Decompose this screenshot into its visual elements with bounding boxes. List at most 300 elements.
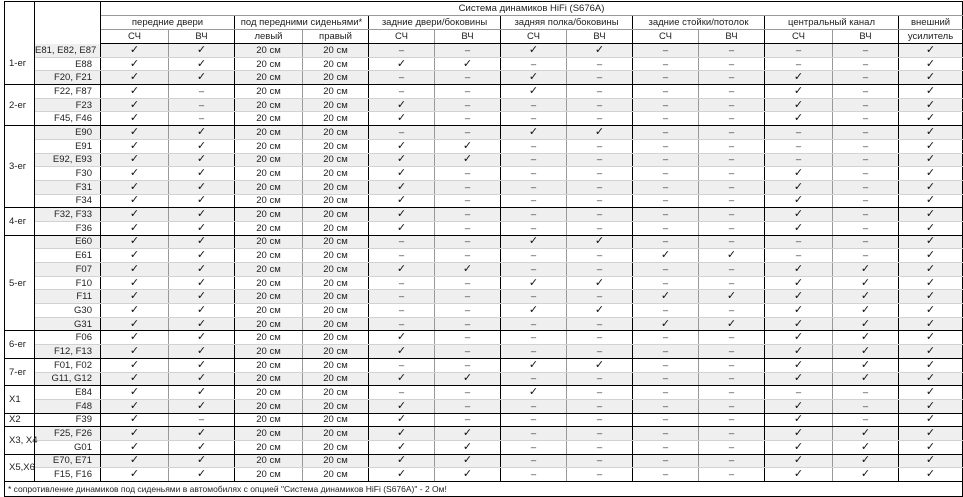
dash-mark: – bbox=[501, 221, 567, 235]
dash-mark: – bbox=[435, 208, 501, 222]
dash-mark: – bbox=[567, 249, 633, 263]
check-mark: ✓ bbox=[765, 372, 833, 386]
check-mark: ✓ bbox=[169, 386, 235, 400]
dash-mark: – bbox=[833, 413, 899, 427]
size-value: 20 см bbox=[235, 180, 303, 194]
dash-mark: – bbox=[633, 139, 699, 153]
series-label: 3-ег bbox=[5, 126, 35, 208]
size-value: 20 см bbox=[235, 317, 303, 331]
check-mark: ✓ bbox=[899, 304, 963, 318]
dash-mark: – bbox=[633, 167, 699, 181]
model-code: F34 bbox=[35, 194, 101, 208]
model-code: E84 bbox=[35, 386, 101, 400]
dash-mark: – bbox=[567, 180, 633, 194]
dash-mark: – bbox=[435, 345, 501, 359]
dash-mark: – bbox=[633, 126, 699, 140]
check-mark: ✓ bbox=[169, 249, 235, 263]
size-value: 20 см bbox=[303, 221, 369, 235]
header-row-groups bbox=[5, 16, 963, 30]
table-row bbox=[5, 153, 963, 167]
table-row bbox=[5, 98, 963, 112]
size-value: 20 см bbox=[235, 249, 303, 263]
check-mark: ✓ bbox=[169, 345, 235, 359]
table-row bbox=[5, 180, 963, 194]
dash-mark: – bbox=[833, 221, 899, 235]
dash-mark: – bbox=[435, 358, 501, 372]
check-mark: ✓ bbox=[765, 85, 833, 99]
model-code: E70, E71 bbox=[35, 454, 101, 468]
dash-mark: – bbox=[699, 331, 765, 345]
dash-mark: – bbox=[435, 44, 501, 58]
check-mark: ✓ bbox=[833, 454, 899, 468]
dash-mark: – bbox=[435, 235, 501, 249]
amp-header-line1: внешний bbox=[899, 16, 963, 30]
check-mark: ✓ bbox=[567, 276, 633, 290]
sub-header: ВЧ bbox=[833, 30, 899, 44]
amp-header-line2: усилитель bbox=[899, 30, 963, 44]
model-code: G11, G12 bbox=[35, 372, 101, 386]
size-value: 20 см bbox=[303, 71, 369, 85]
model-code: F45, F46 bbox=[35, 112, 101, 126]
series-label: X2 bbox=[5, 413, 35, 427]
check-mark: ✓ bbox=[567, 235, 633, 249]
size-value: 20 см bbox=[303, 290, 369, 304]
sub-header: левый bbox=[235, 30, 303, 44]
size-value: 20 см bbox=[235, 276, 303, 290]
check-mark: ✓ bbox=[101, 249, 169, 263]
check-mark: ✓ bbox=[101, 194, 169, 208]
table-row bbox=[5, 386, 963, 400]
check-mark: ✓ bbox=[833, 440, 899, 454]
dash-mark: – bbox=[501, 263, 567, 277]
check-mark: ✓ bbox=[101, 153, 169, 167]
check-mark: ✓ bbox=[169, 399, 235, 413]
model-code: F48 bbox=[35, 399, 101, 413]
size-value: 20 см bbox=[235, 139, 303, 153]
check-mark: ✓ bbox=[369, 112, 435, 126]
check-mark: ✓ bbox=[101, 167, 169, 181]
check-mark: ✓ bbox=[101, 331, 169, 345]
dash-mark: – bbox=[501, 98, 567, 112]
model-code: E90 bbox=[35, 126, 101, 140]
dash-mark: – bbox=[435, 249, 501, 263]
size-value: 20 см bbox=[235, 440, 303, 454]
model-code: F36 bbox=[35, 221, 101, 235]
check-mark: ✓ bbox=[169, 454, 235, 468]
model-code: E92, E93 bbox=[35, 153, 101, 167]
check-mark: ✓ bbox=[369, 194, 435, 208]
size-value: 20 см bbox=[303, 112, 369, 126]
dash-mark: – bbox=[699, 235, 765, 249]
dash-mark: – bbox=[567, 139, 633, 153]
dash-mark: – bbox=[567, 98, 633, 112]
check-mark: ✓ bbox=[101, 386, 169, 400]
dash-mark: – bbox=[765, 44, 833, 58]
check-mark: ✓ bbox=[899, 372, 963, 386]
dash-mark: – bbox=[369, 249, 435, 263]
dash-mark: – bbox=[567, 263, 633, 277]
table-row bbox=[5, 167, 963, 181]
check-mark: ✓ bbox=[833, 468, 899, 482]
dash-mark: – bbox=[633, 194, 699, 208]
size-value: 20 см bbox=[235, 468, 303, 482]
size-value: 20 см bbox=[235, 235, 303, 249]
table-row bbox=[5, 331, 963, 345]
check-mark: ✓ bbox=[101, 85, 169, 99]
check-mark: ✓ bbox=[899, 221, 963, 235]
size-value: 20 см bbox=[303, 427, 369, 441]
model-code: F06 bbox=[35, 331, 101, 345]
check-mark: ✓ bbox=[169, 167, 235, 181]
dash-mark: – bbox=[765, 249, 833, 263]
check-mark: ✓ bbox=[765, 221, 833, 235]
size-value: 20 см bbox=[303, 386, 369, 400]
dash-mark: – bbox=[633, 71, 699, 85]
size-value: 20 см bbox=[235, 221, 303, 235]
size-value: 20 см bbox=[235, 44, 303, 58]
dash-mark: – bbox=[501, 372, 567, 386]
check-mark: ✓ bbox=[567, 358, 633, 372]
check-mark: ✓ bbox=[369, 139, 435, 153]
check-mark: ✓ bbox=[369, 427, 435, 441]
dash-mark: – bbox=[501, 345, 567, 359]
dash-mark: – bbox=[699, 386, 765, 400]
size-value: 20 см bbox=[235, 263, 303, 277]
dash-mark: – bbox=[501, 194, 567, 208]
dash-mark: – bbox=[501, 331, 567, 345]
dash-mark: – bbox=[501, 112, 567, 126]
dash-mark: – bbox=[633, 468, 699, 482]
model-code: E60 bbox=[35, 235, 101, 249]
check-mark: ✓ bbox=[501, 235, 567, 249]
check-mark: ✓ bbox=[899, 180, 963, 194]
check-mark: ✓ bbox=[899, 454, 963, 468]
dash-mark: – bbox=[633, 372, 699, 386]
size-value: 20 см bbox=[303, 413, 369, 427]
dash-mark: – bbox=[435, 71, 501, 85]
check-mark: ✓ bbox=[169, 126, 235, 140]
dash-mark: – bbox=[633, 98, 699, 112]
dash-mark: – bbox=[567, 317, 633, 331]
table-row bbox=[5, 71, 963, 85]
size-value: 20 см bbox=[235, 85, 303, 99]
dash-mark: – bbox=[435, 167, 501, 181]
check-mark: ✓ bbox=[369, 468, 435, 482]
check-mark: ✓ bbox=[833, 290, 899, 304]
size-value: 20 см bbox=[235, 345, 303, 359]
dash-mark: – bbox=[435, 126, 501, 140]
dash-mark: – bbox=[699, 468, 765, 482]
check-mark: ✓ bbox=[369, 440, 435, 454]
model-code: E61 bbox=[35, 249, 101, 263]
size-value: 20 см bbox=[303, 194, 369, 208]
model-code: F23 bbox=[35, 98, 101, 112]
check-mark: ✓ bbox=[501, 276, 567, 290]
dash-mark: – bbox=[567, 454, 633, 468]
dash-mark: – bbox=[567, 427, 633, 441]
dash-mark: – bbox=[699, 399, 765, 413]
check-mark: ✓ bbox=[101, 358, 169, 372]
dash-mark: – bbox=[633, 112, 699, 126]
dash-mark: – bbox=[699, 221, 765, 235]
size-value: 20 см bbox=[235, 372, 303, 386]
model-code: G01 bbox=[35, 440, 101, 454]
model-code: F20, F21 bbox=[35, 71, 101, 85]
check-mark: ✓ bbox=[501, 126, 567, 140]
table-row bbox=[5, 468, 963, 482]
dash-mark: – bbox=[369, 304, 435, 318]
check-mark: ✓ bbox=[765, 71, 833, 85]
check-mark: ✓ bbox=[101, 276, 169, 290]
check-mark: ✓ bbox=[369, 372, 435, 386]
check-mark: ✓ bbox=[765, 167, 833, 181]
check-mark: ✓ bbox=[435, 427, 501, 441]
check-mark: ✓ bbox=[567, 126, 633, 140]
size-value: 20 см bbox=[235, 331, 303, 345]
table-row bbox=[5, 345, 963, 359]
model-code: F07 bbox=[35, 263, 101, 277]
table-row bbox=[5, 194, 963, 208]
check-mark: ✓ bbox=[101, 180, 169, 194]
model-code: F10 bbox=[35, 276, 101, 290]
check-mark: ✓ bbox=[765, 413, 833, 427]
check-mark: ✓ bbox=[765, 317, 833, 331]
group-header: под передними сиденьями* bbox=[235, 16, 369, 30]
check-mark: ✓ bbox=[369, 263, 435, 277]
check-mark: ✓ bbox=[169, 44, 235, 58]
dash-mark: – bbox=[633, 208, 699, 222]
dash-mark: – bbox=[765, 57, 833, 71]
check-mark: ✓ bbox=[101, 139, 169, 153]
dash-mark: – bbox=[699, 57, 765, 71]
dash-mark: – bbox=[833, 71, 899, 85]
check-mark: ✓ bbox=[765, 331, 833, 345]
dash-mark: – bbox=[567, 372, 633, 386]
check-mark: ✓ bbox=[899, 413, 963, 427]
check-mark: ✓ bbox=[633, 290, 699, 304]
dash-mark: – bbox=[567, 413, 633, 427]
dash-mark: – bbox=[369, 235, 435, 249]
check-mark: ✓ bbox=[833, 263, 899, 277]
check-mark: ✓ bbox=[833, 276, 899, 290]
check-mark: ✓ bbox=[899, 249, 963, 263]
dash-mark: – bbox=[169, 413, 235, 427]
check-mark: ✓ bbox=[101, 440, 169, 454]
check-mark: ✓ bbox=[101, 235, 169, 249]
check-mark: ✓ bbox=[501, 71, 567, 85]
check-mark: ✓ bbox=[169, 304, 235, 318]
table-row bbox=[5, 44, 963, 58]
check-mark: ✓ bbox=[899, 57, 963, 71]
table-row bbox=[5, 263, 963, 277]
dash-mark: – bbox=[567, 57, 633, 71]
check-mark: ✓ bbox=[501, 358, 567, 372]
check-mark: ✓ bbox=[765, 304, 833, 318]
dash-mark: – bbox=[833, 249, 899, 263]
size-value: 20 см bbox=[303, 440, 369, 454]
check-mark: ✓ bbox=[899, 276, 963, 290]
size-value: 20 см bbox=[303, 304, 369, 318]
check-mark: ✓ bbox=[169, 180, 235, 194]
dash-mark: – bbox=[567, 331, 633, 345]
size-value: 20 см bbox=[235, 57, 303, 71]
size-value: 20 см bbox=[235, 386, 303, 400]
model-code: F25, F26 bbox=[35, 427, 101, 441]
dash-mark: – bbox=[501, 399, 567, 413]
check-mark: ✓ bbox=[435, 440, 501, 454]
size-value: 20 см bbox=[235, 208, 303, 222]
table-row bbox=[5, 290, 963, 304]
dash-mark: – bbox=[833, 194, 899, 208]
dash-mark: – bbox=[633, 276, 699, 290]
sub-header: правый bbox=[303, 30, 369, 44]
dash-mark: – bbox=[633, 386, 699, 400]
series-label: X5,X6 bbox=[5, 454, 35, 481]
series-label: 6-ег bbox=[5, 331, 35, 358]
footnote: * сопротивление динамиков под сиденьями в автомобилях с опцией "Система динамиков HiFi (S676A)" - 2 Ом! bbox=[5, 482, 963, 497]
check-mark: ✓ bbox=[101, 126, 169, 140]
series-label: 5-ег bbox=[5, 235, 35, 331]
dash-mark: – bbox=[699, 454, 765, 468]
size-value: 20 см bbox=[303, 399, 369, 413]
table-body bbox=[5, 44, 963, 482]
check-mark: ✓ bbox=[169, 468, 235, 482]
dash-mark: – bbox=[567, 386, 633, 400]
size-value: 20 см bbox=[235, 413, 303, 427]
dash-mark: – bbox=[435, 304, 501, 318]
check-mark: ✓ bbox=[899, 386, 963, 400]
check-mark: ✓ bbox=[501, 386, 567, 400]
size-value: 20 см bbox=[303, 345, 369, 359]
check-mark: ✓ bbox=[169, 235, 235, 249]
table-row bbox=[5, 372, 963, 386]
size-value: 20 см bbox=[303, 249, 369, 263]
check-mark: ✓ bbox=[169, 153, 235, 167]
dash-mark: – bbox=[435, 290, 501, 304]
check-mark: ✓ bbox=[435, 468, 501, 482]
check-mark: ✓ bbox=[101, 112, 169, 126]
model-code: G30 bbox=[35, 304, 101, 318]
sub-header: СЧ bbox=[369, 30, 435, 44]
check-mark: ✓ bbox=[101, 290, 169, 304]
dash-mark: – bbox=[169, 98, 235, 112]
dash-mark: – bbox=[833, 85, 899, 99]
check-mark: ✓ bbox=[765, 290, 833, 304]
model-code: F12, F13 bbox=[35, 345, 101, 359]
dash-mark: – bbox=[435, 386, 501, 400]
model-code: E91 bbox=[35, 139, 101, 153]
size-value: 20 см bbox=[235, 304, 303, 318]
dash-mark: – bbox=[567, 221, 633, 235]
dash-mark: – bbox=[633, 358, 699, 372]
check-mark: ✓ bbox=[899, 167, 963, 181]
check-mark: ✓ bbox=[369, 167, 435, 181]
check-mark: ✓ bbox=[369, 221, 435, 235]
check-mark: ✓ bbox=[899, 468, 963, 482]
size-value: 20 см bbox=[235, 194, 303, 208]
check-mark: ✓ bbox=[833, 358, 899, 372]
check-mark: ✓ bbox=[435, 153, 501, 167]
check-mark: ✓ bbox=[765, 427, 833, 441]
dash-mark: – bbox=[501, 167, 567, 181]
dash-mark: – bbox=[567, 468, 633, 482]
dash-mark: – bbox=[633, 153, 699, 167]
check-mark: ✓ bbox=[101, 44, 169, 58]
dash-mark: – bbox=[699, 304, 765, 318]
check-mark: ✓ bbox=[633, 249, 699, 263]
dash-mark: – bbox=[567, 153, 633, 167]
check-mark: ✓ bbox=[101, 221, 169, 235]
check-mark: ✓ bbox=[501, 85, 567, 99]
dash-mark: – bbox=[435, 180, 501, 194]
check-mark: ✓ bbox=[435, 263, 501, 277]
group-header: задние двери/боковины bbox=[369, 16, 501, 30]
check-mark: ✓ bbox=[633, 317, 699, 331]
dash-mark: – bbox=[369, 85, 435, 99]
dash-mark: – bbox=[435, 85, 501, 99]
check-mark: ✓ bbox=[567, 44, 633, 58]
size-value: 20 см bbox=[235, 454, 303, 468]
model-code: G31 bbox=[35, 317, 101, 331]
table-row bbox=[5, 413, 963, 427]
size-value: 20 см bbox=[235, 167, 303, 181]
model-code: F01, F02 bbox=[35, 358, 101, 372]
dash-mark: – bbox=[501, 468, 567, 482]
table-row bbox=[5, 235, 963, 249]
table-row bbox=[5, 358, 963, 372]
size-value: 20 см bbox=[235, 126, 303, 140]
dash-mark: – bbox=[369, 71, 435, 85]
dash-mark: – bbox=[699, 345, 765, 359]
model-code: F11 bbox=[35, 290, 101, 304]
series-label: X1 bbox=[5, 386, 35, 413]
size-value: 20 см bbox=[303, 276, 369, 290]
dash-mark: – bbox=[633, 427, 699, 441]
size-value: 20 см bbox=[303, 468, 369, 482]
check-mark: ✓ bbox=[567, 304, 633, 318]
size-value: 20 см bbox=[235, 427, 303, 441]
model-code: E81, E82, E87 bbox=[35, 44, 101, 58]
dash-mark: – bbox=[833, 57, 899, 71]
dash-mark: – bbox=[501, 454, 567, 468]
check-mark: ✓ bbox=[101, 413, 169, 427]
dash-mark: – bbox=[699, 194, 765, 208]
dash-mark: – bbox=[369, 290, 435, 304]
dash-mark: – bbox=[765, 235, 833, 249]
check-mark: ✓ bbox=[169, 358, 235, 372]
dash-mark: – bbox=[567, 399, 633, 413]
size-value: 20 см bbox=[235, 71, 303, 85]
check-mark: ✓ bbox=[899, 358, 963, 372]
dash-mark: – bbox=[833, 44, 899, 58]
dash-mark: – bbox=[435, 331, 501, 345]
dash-mark: – bbox=[699, 208, 765, 222]
check-mark: ✓ bbox=[101, 427, 169, 441]
check-mark: ✓ bbox=[833, 345, 899, 359]
check-mark: ✓ bbox=[899, 263, 963, 277]
size-value: 20 см bbox=[303, 180, 369, 194]
dash-mark: – bbox=[567, 194, 633, 208]
dash-mark: – bbox=[699, 44, 765, 58]
check-mark: ✓ bbox=[899, 112, 963, 126]
check-mark: ✓ bbox=[899, 399, 963, 413]
dash-mark: – bbox=[567, 345, 633, 359]
check-mark: ✓ bbox=[899, 153, 963, 167]
group-header: задние стойки/потолок bbox=[633, 16, 765, 30]
dash-mark: – bbox=[699, 126, 765, 140]
dash-mark: – bbox=[169, 112, 235, 126]
check-mark: ✓ bbox=[101, 208, 169, 222]
